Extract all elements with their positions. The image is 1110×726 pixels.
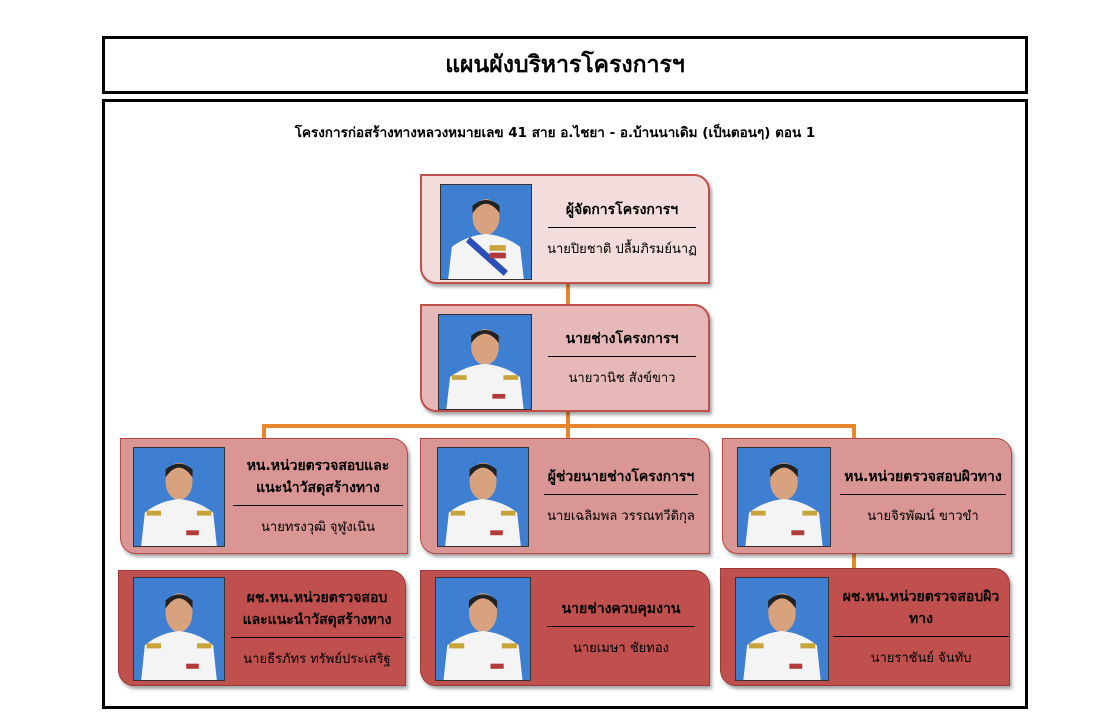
engineer-photo	[438, 314, 532, 410]
material-head-role: หน.หน่วยตรวจสอบและแนะนำวัสดุสร้างทาง	[233, 455, 403, 506]
material-head-name: นายทรงวุฒิ จุฬูงเนิน	[261, 520, 375, 535]
manager-name: นายปิยชาติ ปลื้มภิรมย์นาฏ	[547, 242, 697, 257]
project-subtitle: โครงการก่อสร้างทางหลวงหมายเลข 41 สาย อ.ไชยา - อ.บ้านนาเดิม (เป็นตอนๆ) ตอน 1	[294, 125, 816, 141]
supervisor-role: นายช่างควบคุมงาน	[547, 598, 695, 627]
assistant-engineer-role: ผู้ช่วยนายช่างโครงการฯ	[544, 466, 699, 495]
surface-head-role: หน.หน่วยตรวจสอบผิวทาง	[840, 466, 1006, 495]
surface-head-photo	[737, 447, 831, 547]
material-deputy-role: ผช.หน.หน่วยตรวจสอบและแนะนำวัสดุสร้างทาง	[231, 587, 403, 638]
connector-manager-engineer	[566, 284, 570, 304]
chart-title: แผนผังบริหารโครงการฯ	[102, 36, 1028, 94]
material-deputy-photo	[133, 577, 225, 681]
surface-deputy-photo	[735, 577, 829, 681]
surface-deputy-role: ผช.หน.หน่วยตรวจสอบผิวทาง	[833, 586, 1009, 637]
node-project-engineer	[420, 304, 710, 412]
material-head-photo	[133, 447, 225, 547]
material-deputy-name: นายธีรภัทร ทรัพย์ประเสริฐ	[243, 652, 391, 667]
engineer-name: นายวานิช สังข์ขาว	[568, 371, 676, 386]
connector-surface-head-deputy	[852, 552, 856, 568]
supervisor-photo	[435, 577, 531, 681]
manager-photo	[440, 184, 532, 280]
supervisor-name: นายเมษา ชัยทอง	[573, 641, 669, 656]
node-assistant-engineer	[420, 438, 710, 554]
node-material-inspection-head	[120, 438, 408, 554]
connector-horizontal-bar	[262, 424, 856, 428]
connector-to-assistant-engineer	[566, 424, 570, 438]
surface-head-name: นายจิรพัฒน์ ขาวขำ	[867, 509, 979, 524]
engineer-role: นายช่างโครงการฯ	[548, 328, 696, 357]
connector-to-surface-head	[852, 424, 856, 438]
node-surface-inspection-head	[722, 438, 1012, 554]
node-surface-inspection-deputy	[720, 568, 1010, 686]
assistant-engineer-photo	[437, 447, 529, 547]
surface-deputy-name: นายราชันย์ จันทับ	[870, 651, 972, 666]
node-supervising-engineer	[420, 570, 710, 686]
manager-role: ผู้จัดการโครงการฯ	[548, 199, 696, 228]
node-material-inspection-deputy	[118, 570, 406, 686]
connector-to-material-head	[262, 424, 266, 438]
node-project-manager	[420, 174, 710, 284]
assistant-engineer-name: นายเฉลิมพล วรรณทวีดิกุล	[547, 509, 695, 524]
